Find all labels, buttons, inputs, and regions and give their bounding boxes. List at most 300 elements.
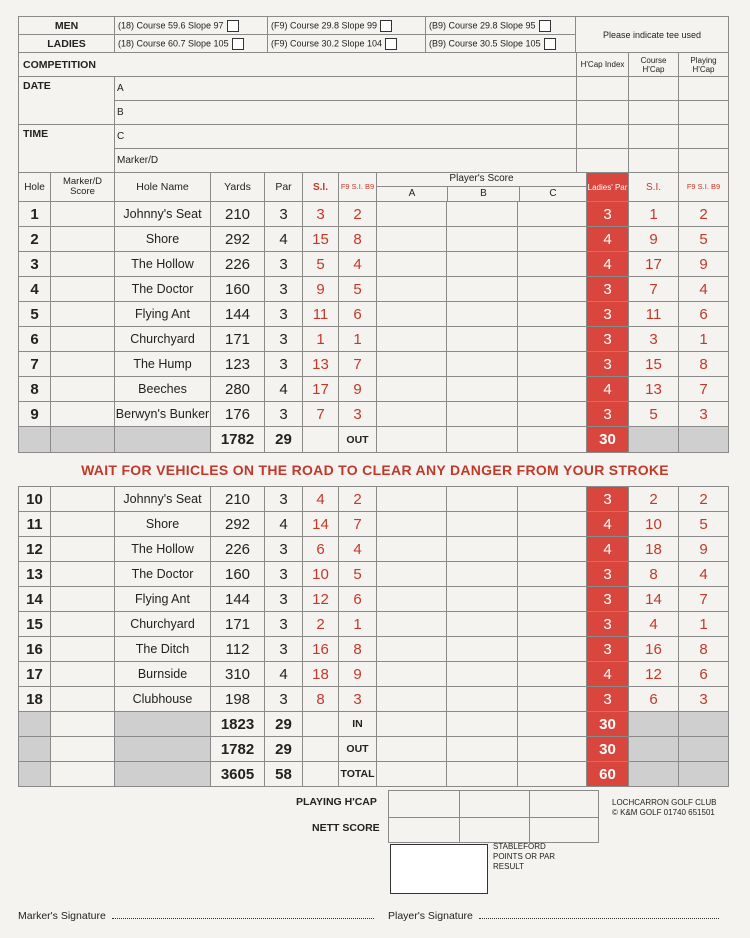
- player-c-score[interactable]: [518, 612, 587, 637]
- hole-f9-si: 1: [339, 612, 377, 637]
- ladies-f9-si: 9: [679, 252, 729, 277]
- hole-f9-si: 1: [339, 327, 377, 352]
- hole-f9-si: 6: [339, 587, 377, 612]
- hole-number: 16: [19, 637, 51, 662]
- marker-score-cell[interactable]: [51, 252, 115, 277]
- total-c[interactable]: [518, 737, 587, 762]
- ladies-par: 4: [587, 662, 629, 687]
- ladies-si: 16: [629, 637, 679, 662]
- hole-yards: 226: [211, 537, 265, 562]
- marker-score-cell[interactable]: [51, 587, 115, 612]
- hole-row: [19, 252, 729, 277]
- hole-number: 18: [19, 687, 51, 712]
- hole-name: Churchyard: [115, 327, 211, 352]
- player-c-score[interactable]: [518, 562, 587, 587]
- player-c-score[interactable]: [518, 662, 587, 687]
- ladies-f9-si: 4: [679, 562, 729, 587]
- marker-hcap-index[interactable]: [577, 149, 629, 173]
- hole-row: [19, 587, 729, 612]
- ladies-par: 4: [587, 537, 629, 562]
- nett-score-label: NETT SCORE: [312, 822, 380, 834]
- ladies-si: 15: [629, 352, 679, 377]
- hole-name: The Doctor: [115, 562, 211, 587]
- men-tee-18-checkbox[interactable]: [227, 20, 239, 32]
- player-c-score[interactable]: [518, 587, 587, 612]
- hole-yards: 176: [211, 402, 265, 427]
- hole-name: The Hollow: [115, 252, 211, 277]
- ladies-par: 3: [587, 562, 629, 587]
- player-a-score[interactable]: [377, 402, 447, 427]
- player-b-score[interactable]: [447, 352, 518, 377]
- col-hole-name: Hole Name: [115, 173, 211, 202]
- player-b-score[interactable]: [447, 587, 518, 612]
- marker-score-cell[interactable]: [51, 327, 115, 352]
- nett-score-b[interactable]: [458, 816, 530, 843]
- ladies-si: 13: [629, 377, 679, 402]
- player-c-score[interactable]: [518, 402, 587, 427]
- player-b-score[interactable]: [447, 402, 518, 427]
- hole-name: The Ditch: [115, 637, 211, 662]
- player-a-score[interactable]: [377, 512, 447, 537]
- ladies-par: 3: [587, 352, 629, 377]
- total-b[interactable]: [447, 712, 518, 737]
- hole-f9-si: 3: [339, 687, 377, 712]
- hole-par: 3: [265, 352, 303, 377]
- hole-name: Johnny's Seat: [115, 202, 211, 227]
- ladies-si: 9: [629, 227, 679, 252]
- marker-score-cell[interactable]: [51, 637, 115, 662]
- player-b-name[interactable]: B: [115, 101, 577, 125]
- hcap-index-header: H'Cap Index: [577, 53, 629, 77]
- marker-score-cell[interactable]: [51, 487, 115, 512]
- hole-number: 15: [19, 612, 51, 637]
- player-a-score[interactable]: [377, 612, 447, 637]
- hole-row: [19, 227, 729, 252]
- hole-name: Flying Ant: [115, 587, 211, 612]
- total-a[interactable]: [377, 712, 447, 737]
- tee-header: [18, 16, 729, 53]
- player-b-score[interactable]: [447, 512, 518, 537]
- hole-number: 14: [19, 587, 51, 612]
- col-player-c: C: [549, 188, 557, 199]
- hole-row: [19, 277, 729, 302]
- hole-f9-si: 2: [339, 487, 377, 512]
- player-a-score[interactable]: [377, 352, 447, 377]
- front-total-b[interactable]: [447, 427, 518, 453]
- hole-par: 3: [265, 487, 303, 512]
- player-signature-line[interactable]: [479, 918, 719, 919]
- player-c-score[interactable]: [518, 227, 587, 252]
- marker-score-cell[interactable]: [51, 202, 115, 227]
- men-tee-b9: (B9) Course 29.8 Slope 95: [429, 19, 536, 30]
- marker-signature-line[interactable]: [112, 918, 374, 919]
- col-par: Par: [265, 173, 303, 202]
- front-total-a[interactable]: [377, 427, 447, 453]
- ladies-si: 1: [629, 202, 679, 227]
- player-c-course-hcap[interactable]: [629, 125, 679, 149]
- player-a-score[interactable]: [377, 377, 447, 402]
- front-total-ladies-par: 30: [587, 427, 629, 453]
- hole-yards: 160: [211, 562, 265, 587]
- men-tee-f9: (F9) Course 29.8 Slope 99: [271, 19, 378, 30]
- player-a-score[interactable]: [377, 487, 447, 512]
- hole-name: The Doctor: [115, 277, 211, 302]
- hole-par: 3: [265, 302, 303, 327]
- ladies-par: 3: [587, 637, 629, 662]
- ladies-par: 4: [587, 252, 629, 277]
- player-c-score[interactable]: [518, 487, 587, 512]
- hole-par: 3: [265, 687, 303, 712]
- hole-yards: 226: [211, 252, 265, 277]
- hole-par: 3: [265, 587, 303, 612]
- hole-f9-si: 2: [339, 202, 377, 227]
- player-c-name[interactable]: C: [115, 125, 577, 149]
- hole-number: 1: [19, 202, 51, 227]
- ladies-si: 14: [629, 587, 679, 612]
- player-a-score[interactable]: [377, 202, 447, 227]
- hole-number: 5: [19, 302, 51, 327]
- hole-number: 12: [19, 537, 51, 562]
- hole-number: 2: [19, 227, 51, 252]
- total-a[interactable]: [377, 762, 447, 787]
- player-signature-row: [388, 910, 719, 922]
- men-tee-b9-checkbox[interactable]: [539, 20, 551, 32]
- ladies-tee-b9: (B9) Course 30.5 Slope 105: [429, 37, 541, 48]
- player-c-score[interactable]: [518, 537, 587, 562]
- player-b-score[interactable]: [447, 612, 518, 637]
- player-b-playing-hcap[interactable]: [679, 101, 729, 125]
- hole-row: [19, 302, 729, 327]
- hole-number: 3: [19, 252, 51, 277]
- hole-par: 4: [265, 227, 303, 252]
- hole-row: [19, 562, 729, 587]
- hole-f9-si: 4: [339, 252, 377, 277]
- hole-f9-si: 9: [339, 377, 377, 402]
- ladies-par: 3: [587, 687, 629, 712]
- ladies-f9-si: 6: [679, 302, 729, 327]
- player-a-score[interactable]: [377, 687, 447, 712]
- total-a[interactable]: [377, 737, 447, 762]
- hole-par: 3: [265, 202, 303, 227]
- ladies-si: 4: [629, 612, 679, 637]
- player-c-score[interactable]: [518, 352, 587, 377]
- player-c-score[interactable]: [518, 327, 587, 352]
- total-c[interactable]: [518, 762, 587, 787]
- hole-row: [19, 512, 729, 537]
- ladies-par: 3: [587, 277, 629, 302]
- hole-name: The Hollow: [115, 537, 211, 562]
- hole-f9-si: 4: [339, 537, 377, 562]
- ladies-par: 3: [587, 612, 629, 637]
- player-c-score[interactable]: [518, 637, 587, 662]
- player-info: [18, 52, 729, 173]
- col-ladies-par: Ladies' Par: [587, 173, 629, 202]
- marker-signature-label: Marker's Signature: [18, 910, 106, 922]
- hole-name: Berwyn's Bunker: [115, 402, 211, 427]
- total-b[interactable]: [447, 762, 518, 787]
- marker-course-hcap[interactable]: [629, 149, 679, 173]
- col-ladies-f9-si-b9: F9 S.I. B9: [679, 173, 729, 202]
- player-b-score[interactable]: [447, 562, 518, 587]
- hole-si: 11: [303, 302, 339, 327]
- ladies-tee-f9-checkbox[interactable]: [385, 38, 397, 50]
- ladies-f9-si: 8: [679, 637, 729, 662]
- marker-playing-hcap[interactable]: [679, 149, 729, 173]
- total-yards: 1823: [211, 712, 265, 737]
- player-c-hcap-index[interactable]: [577, 125, 629, 149]
- hole-f9-si: 5: [339, 562, 377, 587]
- hole-row: [19, 537, 729, 562]
- player-c-score[interactable]: [518, 202, 587, 227]
- col-yards: Yards: [211, 173, 265, 202]
- men-tee-18: (18) Course 59.6 Slope 97: [118, 19, 224, 30]
- ladies-f9-si: 5: [679, 512, 729, 537]
- col-f9-si-b9: F9 S.I. B9: [339, 173, 377, 202]
- player-b-score[interactable]: [447, 687, 518, 712]
- player-a-score[interactable]: [377, 277, 447, 302]
- ladies-si: 6: [629, 687, 679, 712]
- player-a-score[interactable]: [377, 562, 447, 587]
- hole-yards: 123: [211, 352, 265, 377]
- player-c-score[interactable]: [518, 252, 587, 277]
- total-par: 29: [265, 712, 303, 737]
- marker-score-cell[interactable]: [51, 402, 115, 427]
- player-a-name[interactable]: A: [115, 77, 577, 101]
- hole-row: [19, 352, 729, 377]
- player-c-playing-hcap[interactable]: [679, 125, 729, 149]
- ladies-si: 12: [629, 662, 679, 687]
- ladies-f9-si: 9: [679, 537, 729, 562]
- hole-yards: 292: [211, 512, 265, 537]
- hole-f9-si: 9: [339, 662, 377, 687]
- hole-number: 7: [19, 352, 51, 377]
- hole-si: 16: [303, 637, 339, 662]
- ladies-par: 3: [587, 402, 629, 427]
- time-field[interactable]: TIME: [19, 125, 115, 173]
- front-total-c[interactable]: [518, 427, 587, 453]
- player-a-score[interactable]: [377, 252, 447, 277]
- player-b-score[interactable]: [447, 202, 518, 227]
- hole-yards: 280: [211, 377, 265, 402]
- hole-par: 3: [265, 637, 303, 662]
- hole-row: [19, 687, 729, 712]
- player-c-score[interactable]: [518, 377, 587, 402]
- hole-number: 13: [19, 562, 51, 587]
- hole-row: [19, 612, 729, 637]
- player-a-score[interactable]: [377, 662, 447, 687]
- hole-si: 2: [303, 612, 339, 637]
- hole-f9-si: 6: [339, 302, 377, 327]
- ladies-tee-18-checkbox[interactable]: [232, 38, 244, 50]
- ladies-tee-18: (18) Course 60.7 Slope 105: [118, 37, 229, 48]
- hole-name: Johnny's Seat: [115, 487, 211, 512]
- ladies-par: 3: [587, 302, 629, 327]
- ladies-si: 11: [629, 302, 679, 327]
- hole-number: 10: [19, 487, 51, 512]
- total-c[interactable]: [518, 712, 587, 737]
- printer-credit: © K&M GOLF 01740 651501: [612, 808, 715, 817]
- total-label: IN: [339, 712, 377, 737]
- player-a-course-hcap[interactable]: [629, 77, 679, 101]
- ladies-f9-si: 2: [679, 487, 729, 512]
- nett-score-a[interactable]: [388, 816, 460, 843]
- ladies-si: 5: [629, 402, 679, 427]
- hole-f9-si: 7: [339, 352, 377, 377]
- total-yards: 1782: [211, 737, 265, 762]
- hole-f9-si: 3: [339, 402, 377, 427]
- player-b-score[interactable]: [447, 537, 518, 562]
- hole-name: Flying Ant: [115, 302, 211, 327]
- hole-name: Beeches: [115, 377, 211, 402]
- ladies-par: 3: [587, 202, 629, 227]
- total-yards: 3605: [211, 762, 265, 787]
- marker-score-cell[interactable]: [51, 277, 115, 302]
- player-b-score[interactable]: [447, 302, 518, 327]
- total-label: TOTAL: [339, 762, 377, 787]
- total-b[interactable]: [447, 737, 518, 762]
- stableford-box[interactable]: [390, 844, 488, 894]
- player-a-playing-hcap[interactable]: [679, 77, 729, 101]
- ladies-par: 4: [587, 512, 629, 537]
- marker-score-cell[interactable]: [51, 352, 115, 377]
- hole-si: 17: [303, 377, 339, 402]
- player-c-score[interactable]: [518, 512, 587, 537]
- player-signature-label: Player's Signature: [388, 910, 473, 922]
- total-row: [19, 737, 729, 762]
- hole-par: 3: [265, 537, 303, 562]
- player-b-score[interactable]: [447, 277, 518, 302]
- playing-hcap-label: PLAYING H'CAP: [296, 796, 377, 808]
- marker-score-cell[interactable]: [51, 662, 115, 687]
- hole-si: 10: [303, 562, 339, 587]
- hole-si: 15: [303, 227, 339, 252]
- marker-score-cell[interactable]: [51, 612, 115, 637]
- marker-d-name[interactable]: Marker/D: [115, 149, 577, 173]
- ladies-f9-si: 3: [679, 687, 729, 712]
- ladies-f9-si: 1: [679, 612, 729, 637]
- front-total-par: 29: [265, 427, 303, 453]
- player-a-score[interactable]: [377, 537, 447, 562]
- hole-si: 5: [303, 252, 339, 277]
- total-ladies-par: 30: [587, 737, 629, 762]
- player-b-hcap-index[interactable]: [577, 101, 629, 125]
- player-b-score[interactable]: [447, 227, 518, 252]
- ladies-si: 17: [629, 252, 679, 277]
- marker-score-cell[interactable]: [51, 537, 115, 562]
- player-c-score[interactable]: [518, 687, 587, 712]
- hole-yards: 310: [211, 662, 265, 687]
- player-b-score[interactable]: [447, 487, 518, 512]
- marker-score-cell[interactable]: [51, 562, 115, 587]
- hole-name: The Hump: [115, 352, 211, 377]
- hole-si: 12: [303, 587, 339, 612]
- hole-yards: 292: [211, 227, 265, 252]
- scorecard: [18, 16, 728, 453]
- hole-number: 8: [19, 377, 51, 402]
- total-label: OUT: [339, 737, 377, 762]
- front-nine-table: [18, 172, 729, 453]
- hole-row: [19, 402, 729, 427]
- men-tee-f9-checkbox[interactable]: [380, 20, 392, 32]
- hole-si: 1: [303, 327, 339, 352]
- ladies-f9-si: 1: [679, 327, 729, 352]
- date-field[interactable]: DATE: [19, 77, 115, 125]
- hole-number: 9: [19, 402, 51, 427]
- player-b-score[interactable]: [447, 327, 518, 352]
- player-a-score[interactable]: [377, 327, 447, 352]
- hole-si: 3: [303, 202, 339, 227]
- hole-si: 18: [303, 662, 339, 687]
- ladies-f9-si: 8: [679, 352, 729, 377]
- player-b-score[interactable]: [447, 377, 518, 402]
- ladies-par: 3: [587, 487, 629, 512]
- marker-score-cell[interactable]: [51, 227, 115, 252]
- marker-score-cell[interactable]: [51, 512, 115, 537]
- front-total-label: OUT: [339, 427, 377, 453]
- hole-yards: 171: [211, 612, 265, 637]
- front-total-yards: 1782: [211, 427, 265, 453]
- playing-hcap-b[interactable]: [458, 790, 530, 818]
- marker-score-cell[interactable]: [51, 687, 115, 712]
- marker-score-cell[interactable]: [51, 377, 115, 402]
- ladies-f9-si: 5: [679, 227, 729, 252]
- playing-hcap-c[interactable]: [529, 790, 599, 818]
- player-a-score[interactable]: [377, 637, 447, 662]
- hole-name: Burnside: [115, 662, 211, 687]
- hole-f9-si: 7: [339, 512, 377, 537]
- competition-field[interactable]: COMPETITION: [19, 53, 577, 77]
- hole-si: 8: [303, 687, 339, 712]
- club-info: [612, 798, 716, 818]
- player-a-score[interactable]: [377, 587, 447, 612]
- ladies-si: 3: [629, 327, 679, 352]
- player-a-score[interactable]: [377, 302, 447, 327]
- hole-f9-si: 8: [339, 227, 377, 252]
- hole-par: 3: [265, 402, 303, 427]
- player-a-hcap-index[interactable]: [577, 77, 629, 101]
- ladies-si: 8: [629, 562, 679, 587]
- marker-score-cell[interactable]: [51, 302, 115, 327]
- hole-yards: 210: [211, 202, 265, 227]
- playing-hcap-header: Playing H'Cap: [679, 53, 729, 77]
- player-c-score[interactable]: [518, 277, 587, 302]
- nett-score-c[interactable]: [529, 816, 599, 843]
- hole-par: 3: [265, 612, 303, 637]
- hole-name: Churchyard: [115, 612, 211, 637]
- player-b-score[interactable]: [447, 252, 518, 277]
- nett-score-row: [280, 816, 728, 842]
- player-c-score[interactable]: [518, 302, 587, 327]
- back-nine-table: [18, 486, 729, 787]
- ladies-si: 2: [629, 487, 679, 512]
- player-a-score[interactable]: [377, 227, 447, 252]
- player-b-course-hcap[interactable]: [629, 101, 679, 125]
- ladies-f9-si: 4: [679, 277, 729, 302]
- hole-si: 14: [303, 512, 339, 537]
- hole-yards: 160: [211, 277, 265, 302]
- hole-si: 4: [303, 487, 339, 512]
- ladies-par: 3: [587, 327, 629, 352]
- hole-si: 7: [303, 402, 339, 427]
- hole-si: 13: [303, 352, 339, 377]
- ladies-par: 4: [587, 227, 629, 252]
- player-b-score[interactable]: [447, 637, 518, 662]
- club-name: LOCHCARRON GOLF CLUB: [612, 798, 717, 807]
- playing-hcap-a[interactable]: [388, 790, 460, 818]
- player-b-score[interactable]: [447, 662, 518, 687]
- hole-row: [19, 202, 729, 227]
- ladies-tee-b9-checkbox[interactable]: [544, 38, 556, 50]
